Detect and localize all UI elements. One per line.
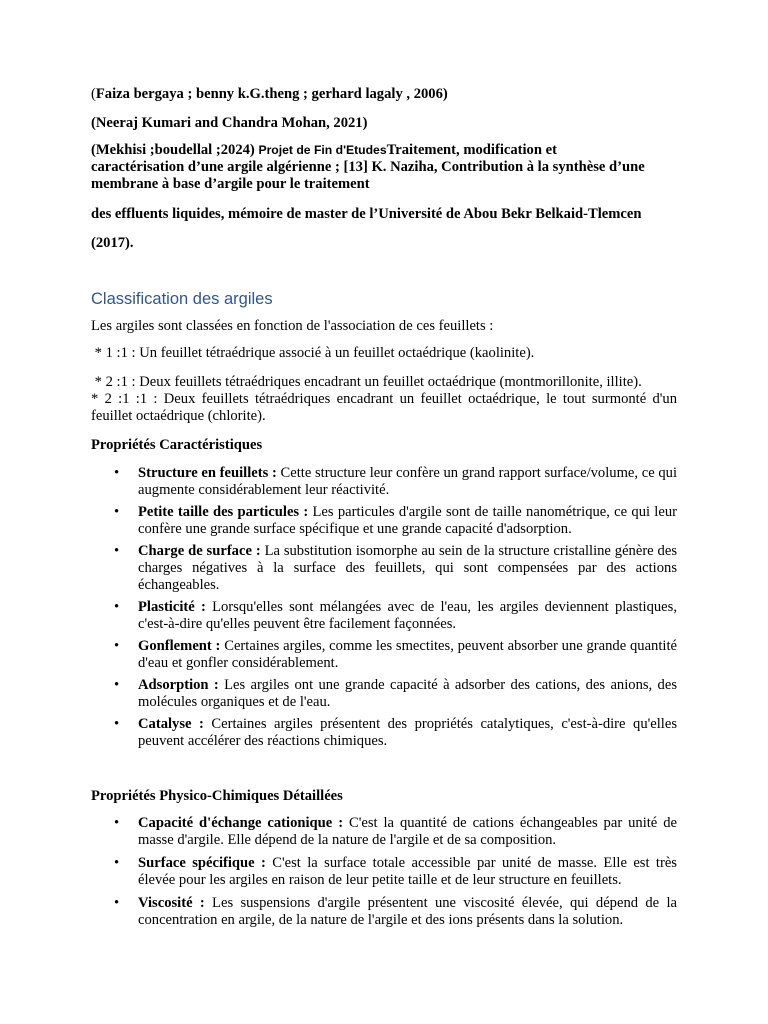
list-item-text: C'est la surface totale accessible par unité de masse. Elle est très élevée pour les argiles en raison de leur petite taille et de leur structure en feuillets. [138, 855, 677, 888]
reference-1-paren: ( [91, 86, 96, 102]
reference-4: des effluents liquides, mémoire de master de l’Université de Abou Bekr Belkaid-Tlemcen [91, 206, 642, 222]
list-item-text: Les argiles ont une grande capacité à adsorber des cations, des anions, des molécules organiques et de l'eau. [138, 677, 677, 710]
classification-item-2-text: * 2 :1 : Deux feuillets tétraédriques encadrant un feuillet octaédrique (montmorillonite, illite). [91, 374, 642, 390]
list-item [91, 815, 677, 849]
list-item-term: Petite taille des particules : [138, 504, 309, 520]
reference-3-prefix: (Mekhisi ;boudellal ;2024) [91, 142, 259, 158]
reference-1-text: Faiza bergaya ; benny k.G.theng ; gerhard lagaly , 2006) [95, 86, 448, 102]
list-item-text: Les suspensions d'argile présentent une viscosité élevée, qui dépend de la concentration en argile, de la nature de l'argile et des ions présents dans la solution. [138, 895, 677, 928]
list-item [91, 465, 677, 499]
reference-1 [91, 86, 677, 103]
list-item-term: Gonflement : [138, 638, 221, 654]
list-item-term: Adsorption : [138, 677, 219, 693]
list-item-term: Viscosité : [138, 895, 205, 911]
list-item-term: Capacité d'échange cationique : [138, 815, 344, 831]
list-item [91, 677, 677, 711]
reference-3 [91, 142, 651, 193]
classification-item-2 [91, 374, 681, 425]
list-item [91, 599, 677, 633]
list-item [91, 716, 677, 750]
list-item-text: C'est la quantité de cations échangeables par unité de masse d'argile. Elle dépend de la nature de l'argile et de sa composition. [138, 815, 677, 848]
proprietes-list [91, 465, 677, 750]
list-item-term: Plasticité : [138, 599, 206, 615]
list-item-text: Certaines argiles présentent des propriétés catalytiques, c'est-à-dire qu'elles peuvent accélérer des réactions chimiques. [138, 716, 677, 749]
list-item [91, 895, 677, 929]
list-item [91, 855, 677, 889]
reference-2: (Neeraj Kumari and Chandra Mohan, 2021) [91, 115, 368, 131]
section-heading-physico: Propriétés Physico-Chimiques Détaillées [91, 788, 343, 804]
reference-3-small: Projet de Fin d'Etudes [258, 143, 387, 157]
list-item-text: Certaines argiles, comme les smectites, peuvent absorber une grande quantité d'eau et gonfler considérablement. [138, 638, 677, 671]
list-item [91, 543, 677, 594]
classification-intro: Les argiles sont classées en fonction de l'association de ces feuillets : [91, 318, 494, 334]
list-item-text: La substitution isomorphe au sein de la structure cristalline génère des charges négatives à la surface des feuillets, qui sont compensées par des actions échangeables. [138, 543, 677, 593]
classification-item-3-text: * 2 :1 :1 : Deux feuillets tétraédriques encadrant un feuillet octaédrique, le tout surmonté d'un feuillet octaédrique (chlorite). [91, 391, 681, 424]
section-heading-proprietes: Propriétés Caractéristiques [91, 437, 263, 453]
list-item-term: Structure en feuillets : [138, 465, 277, 481]
list-item-text: Lorsqu'elles sont mélangées avec de l'eau, les argiles deviennent plastiques, c'est-à-dire qu'elles peuvent être facilement façonnées. [138, 599, 677, 632]
list-item-text: Cette structure leur confère un grand rapport surface/volume, ce qui augmente considérablement leur réactivité. [138, 465, 678, 498]
list-item [91, 638, 677, 672]
section-heading-classification: Classification des argiles [91, 290, 273, 308]
list-item-term: Surface spécifique : [138, 855, 266, 871]
list-item [91, 504, 677, 538]
classification-item-1: * 1 :1 : Un feuillet tétraédrique associé à un feuillet octaédrique (kaolinite). [91, 345, 535, 361]
physico-list [91, 815, 677, 929]
list-item-text: Les particules d'argile sont de taille nanométrique, ce qui leur confère une grande surface spécifique et une grande capacité d'adsorption. [138, 504, 677, 537]
list-item-term: Catalyse : [138, 716, 204, 732]
reference-5: (2017). [91, 235, 134, 251]
reference-3-rest: Traitement, modification et caractérisation d’une argile algérienne ; [13] K. Naziha, Contribution à la synthèse d’une membrane à base d’argile pour le traitement [91, 142, 645, 192]
list-item-term: Charge de surface : [138, 543, 261, 559]
